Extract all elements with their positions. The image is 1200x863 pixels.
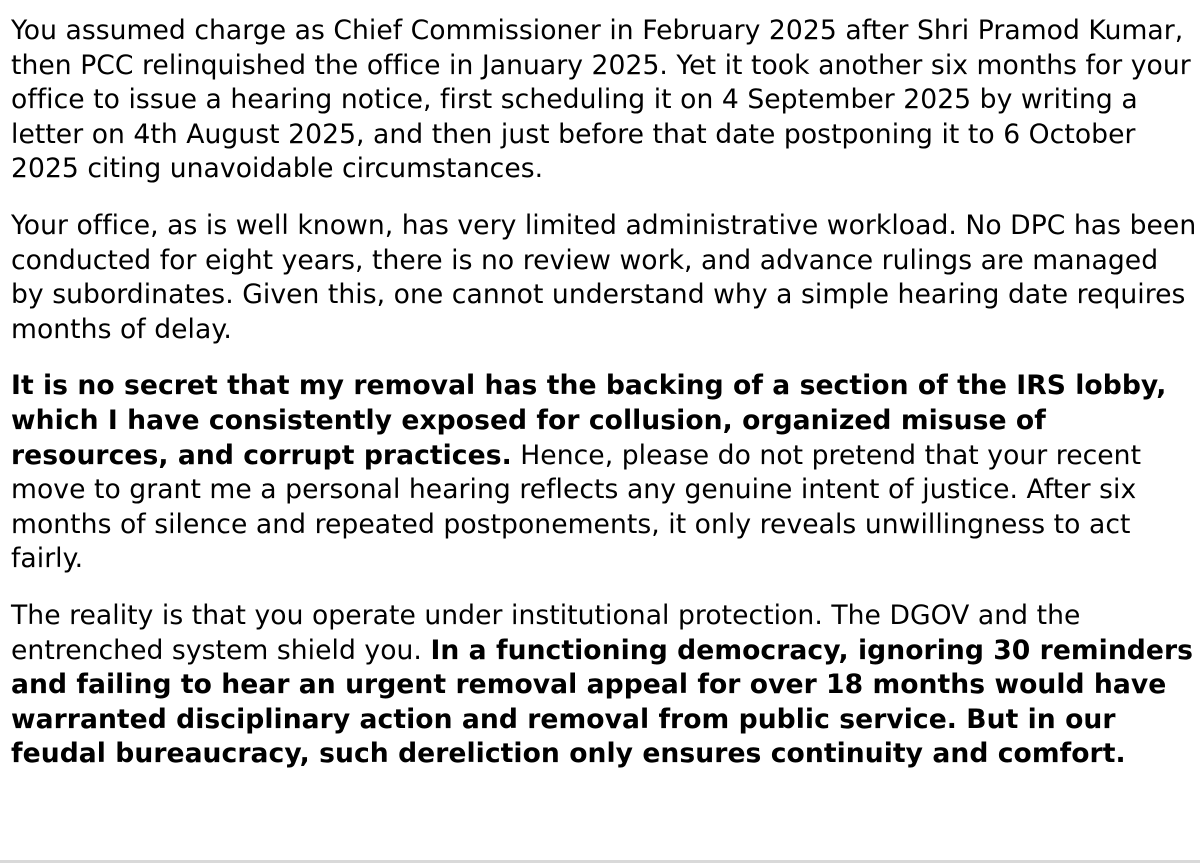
paragraph-3-bold-text: It is no secret that my removal has the backing of a section of the IRS lobby, which I have consistently exposed for collusion, organized misuse of resources, and corrupt practices. (11, 370, 1167, 471)
paragraph-4-text: The reality is that you operate under institutional protection. The DGOV and the entrenched system shield you. (11, 599, 1081, 666)
paragraph-3-text: Hence, please do not pretend that your recent move to grant me a personal hearing reflects any genuine intent of justice. After six months of silence and repeated postponements, it only reveals unwillingness to act fairly. (11, 439, 1142, 575)
paragraph-1 (11, 14, 1197, 187)
paragraph-2 (11, 209, 1197, 347)
letter-body (11, 14, 1197, 794)
paragraph-2-text: Your office, as is well known, has very limited administrative workload. No DPC has been conducted for eight years, there is no review work, and advance rulings are managed by subordinates. Given this, one cannot understand why a simple hearing date requires months of delay. (11, 209, 1197, 345)
paragraph-4-bold-text: In a functioning democracy, ignoring 30 reminders and failing to hear an urgent removal appeal for over 18 months would have warranted disciplinary action and removal from public service. But in our feudal bureaucracy, such dereliction only ensures continuity and comfort. (11, 634, 1194, 770)
paragraph-4 (11, 599, 1197, 772)
paragraph-3 (11, 369, 1197, 577)
paragraph-1-text: You assumed charge as Chief Commissioner in February 2025 after Shri Pramod Kumar, then PCC relinquished the office in January 2025. Yet it took another six months for your office to issue a hearing notice, first scheduling it on 4 September 2025 by writing a letter on 4th August 2025, and then just before that date postponing it to 6 October 2025 citing unavoidable circumstances. (11, 15, 1191, 185)
